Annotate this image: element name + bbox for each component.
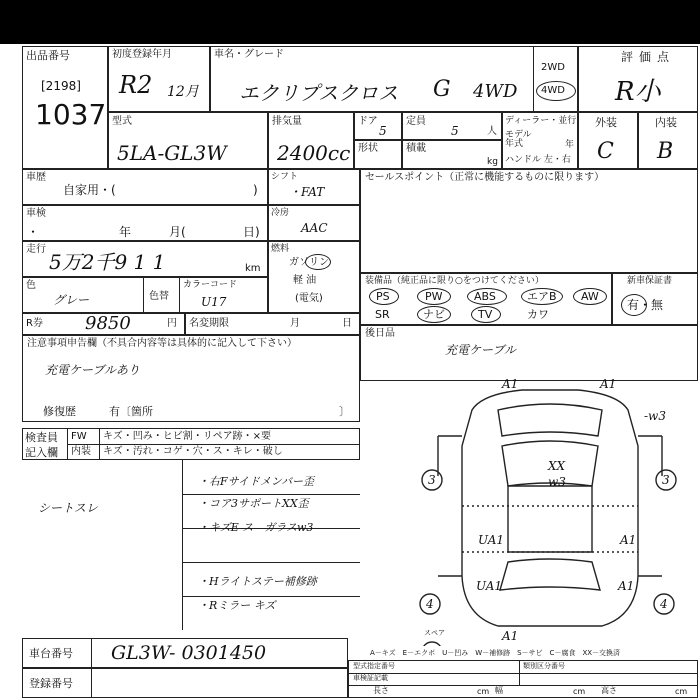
shift-box <box>268 169 360 205</box>
car-name: エクリプスクロス <box>239 81 399 105</box>
spare-label: スペア <box>424 629 445 637</box>
drive-4wd-label: 4WD <box>541 85 565 96</box>
doors-value: 5 <box>379 124 387 138</box>
length-label: 長さ <box>373 686 389 695</box>
first-reg-box <box>108 46 210 112</box>
ac-value: AAC <box>301 221 328 235</box>
capacity-value: 5 <box>451 124 459 138</box>
name-change-label: 名変期限 <box>189 318 229 329</box>
equip-ps: PS <box>376 290 390 303</box>
lot-number: 1037 <box>35 98 107 131</box>
car-rear-glass <box>500 559 600 590</box>
category-box <box>22 169 268 205</box>
comment-1: ・右Fサイドメンバー歪 <box>198 475 314 488</box>
lot-code: [2198] <box>41 79 81 93</box>
handle-label: ハンドル 左・右 <box>505 155 571 165</box>
warranty-label: 新車保証書 <box>627 276 673 286</box>
inspection-box <box>22 205 268 241</box>
chassis-box <box>22 638 348 668</box>
mileage-box <box>22 241 268 277</box>
car-name-box <box>210 46 550 112</box>
color-code-label: カラーコード <box>183 280 238 290</box>
width-unit: cm <box>573 687 586 696</box>
repair-value: 有〔箇所 <box>109 405 153 418</box>
interior-score: B <box>657 139 674 164</box>
mark-windshield-xx: XX <box>548 459 566 473</box>
interior-box <box>638 112 698 169</box>
mileage-unit: km <box>245 263 261 274</box>
recycle-unit: 円 <box>167 318 177 329</box>
inspector-row2: キズ・汚れ・コゲ・穴・ス・キレ・破し <box>103 446 283 457</box>
recycle-box <box>22 313 185 335</box>
height-label: 高さ <box>601 686 617 695</box>
registration-box <box>22 668 348 698</box>
comment-area <box>22 460 360 630</box>
mark-front-right: A1 <box>600 377 617 391</box>
exterior-box <box>578 112 638 169</box>
fuel-gas: ガソリン <box>289 257 329 268</box>
name-change-month: 月 <box>290 318 300 329</box>
equipment-box <box>360 273 612 325</box>
shift-label: シフト <box>271 172 299 182</box>
shape-box <box>354 140 402 169</box>
fuel-electric: (電気) <box>295 293 323 304</box>
registration-label: 登録番号 <box>29 677 73 690</box>
mark-front-right-w3: -w3 <box>644 409 666 423</box>
comment-5: ・Rミラー キズ <box>198 599 276 612</box>
color-value: グレー <box>53 293 90 307</box>
ac-label: 冷房 <box>271 208 290 218</box>
score-value: R小 <box>615 77 661 107</box>
comment-3: ・キズE ス ガラスw3 <box>198 521 314 534</box>
warranty-value: 有・無 <box>627 298 664 312</box>
sales-point-box <box>360 169 698 273</box>
mark-front-left: A1 <box>502 377 519 391</box>
capacity-unit: 人 <box>487 126 497 137</box>
inspection-year-unit: 年 <box>119 225 132 239</box>
equipment-label: 装備品（純正品に限り○をつけてください） <box>365 276 544 286</box>
repair-close: 〕 <box>339 405 350 418</box>
notes-text: 充電ケーブルあり <box>45 363 140 377</box>
drive: 4WD <box>473 81 518 102</box>
model-year-unit: 年 <box>565 140 575 150</box>
equip-tv: TV <box>478 308 493 321</box>
load-label: 積載 <box>406 143 426 154</box>
model-label: 型式 <box>112 116 132 127</box>
chassis-label: 車台番号 <box>29 647 73 660</box>
interior-label: 内装 <box>655 116 677 129</box>
name-change-box <box>185 313 360 335</box>
model-code: 5LA-GL3W <box>117 141 227 165</box>
lot-box <box>22 46 108 169</box>
inspector-inner: 内装 <box>71 446 91 457</box>
drive-2wd-label: 2WD <box>541 62 565 73</box>
load-unit: kg <box>487 157 498 167</box>
color-code-value: U17 <box>201 295 227 309</box>
ac-box <box>268 205 360 241</box>
size-label: 車検証記載 <box>353 674 388 682</box>
width-label: 幅 <box>495 686 503 695</box>
inspection-day-unit: 日) <box>243 225 260 239</box>
score-box <box>578 46 698 112</box>
spare-tire <box>422 642 442 646</box>
auction-sheet <box>22 46 698 698</box>
first-reg-month: 12月 <box>167 84 199 100</box>
equip-sr: SR <box>375 308 390 321</box>
notes-box <box>22 335 360 422</box>
drive-box <box>533 46 578 112</box>
car-hood <box>498 404 602 436</box>
inspector-label-2: 記入欄 <box>25 446 58 459</box>
model-year-label: モデル年式 <box>505 130 532 149</box>
category-label: 車歴 <box>26 172 46 183</box>
inspector-label-1: 検査員 <box>25 431 58 444</box>
equip-aw: AW <box>581 290 599 303</box>
mark-right-rear-door: A1 <box>618 579 635 593</box>
inspector-fw: FW <box>71 431 87 442</box>
mark-right-front-door: A1 <box>620 533 637 547</box>
displacement-label: 排気量 <box>272 116 302 127</box>
equip-navi: ナビ <box>423 308 445 321</box>
exterior-label: 外装 <box>595 116 617 129</box>
inspector-box <box>22 428 360 460</box>
length-unit: cm <box>477 687 490 696</box>
recycle-amount: 9850 <box>85 313 131 334</box>
mark-left-rear-door: UA1 <box>476 579 503 593</box>
recycle-label: R券 <box>26 318 43 329</box>
comment-2: ・コア3サポートXX歪 <box>198 497 309 510</box>
top-black-bar <box>0 0 700 44</box>
grade: G <box>433 77 451 102</box>
capacity-label: 定員 <box>406 116 426 127</box>
model-box <box>108 112 268 169</box>
fuel-label: 燃料 <box>271 244 290 254</box>
exterior-score: C <box>597 139 614 164</box>
notes-label: 注意事項申告欄（不具合内容等は具体的に記入して下さい） <box>27 338 297 349</box>
mark-wheel-fl: 3 <box>428 473 436 487</box>
load-box <box>402 140 502 169</box>
equip-pw: PW <box>425 290 443 303</box>
warranty-box <box>612 273 698 325</box>
displacement-value: 2400cc <box>277 141 351 165</box>
lot-label: 出品番号 <box>26 49 70 62</box>
dealer-label: ディーラー・並行 <box>505 116 577 126</box>
mark-rear: A1 <box>502 629 519 643</box>
inspector-row1: キズ・凹み・ヒビ割・リペア跡・×要 <box>103 431 271 442</box>
displacement-box <box>268 112 354 169</box>
capacity-box <box>402 112 502 140</box>
first-reg-era: R2 <box>119 71 153 99</box>
category-value: 自家用・( <box>63 183 116 197</box>
mileage-label: 走行 <box>26 244 46 255</box>
doors-label: ドア <box>358 116 378 127</box>
seat-note: シートスレ <box>38 501 98 515</box>
inspection-label: 車検 <box>26 208 46 219</box>
mileage-value: 5万2千9 1 1 <box>49 250 166 274</box>
inspection-month-unit: 月( <box>169 225 186 239</box>
name-change-day: 日 <box>342 318 352 329</box>
repair-label: 修復歴 <box>43 405 76 418</box>
after-items-box <box>360 325 698 381</box>
shift-value: ・FAT <box>289 185 325 199</box>
cert-box <box>348 660 698 698</box>
equip-airbag: エアB <box>527 290 557 303</box>
car-name-label: 車名・グレード <box>214 49 284 60</box>
category-close: ) <box>253 183 258 197</box>
sales-point-label: セールスポイント（正常に機能するものに限ります） <box>365 172 605 183</box>
after-items-value: 充電ケーブル <box>445 343 516 357</box>
shape-label: 形状 <box>358 143 378 154</box>
car-roof <box>508 486 592 552</box>
equip-abs: ABS <box>474 290 496 303</box>
equip-kawa: カワ <box>527 308 549 321</box>
mark-wheel-fr: 3 <box>662 473 670 487</box>
fuel-box <box>268 241 360 313</box>
fuel-diesel: 軽 油 <box>293 275 317 286</box>
dealer-box <box>502 112 578 169</box>
type-desig-label: 型式指定番号 <box>353 662 395 670</box>
score-label: 評価点 <box>621 50 676 64</box>
inspection-dot: ・ <box>27 225 40 239</box>
doors-box <box>354 112 402 140</box>
mark-windshield-w3: w3 <box>548 475 566 489</box>
color-box <box>22 277 268 313</box>
color-swap-label: 色替 <box>149 291 169 302</box>
diagram-legend: A－キズ E－エクボ U－凹み W－補修跡 S－サビ C－腐食 XX－交換済 <box>370 649 621 657</box>
height-unit: cm <box>675 687 688 696</box>
after-items-label: 後日品 <box>365 328 395 339</box>
car-diagram <box>402 376 698 646</box>
mark-wheel-rr: 4 <box>660 597 668 611</box>
color-label: 色 <box>26 280 36 291</box>
comment-4: ・Hライトステー補修跡 <box>198 575 317 588</box>
class-label: 類別区分番号 <box>523 662 565 670</box>
chassis-number: GL3W- 0301450 <box>111 642 267 664</box>
mark-left-front-door: UA1 <box>478 533 505 547</box>
mark-wheel-rl: 4 <box>426 597 434 611</box>
first-reg-label: 初度登録年月 <box>112 49 172 60</box>
